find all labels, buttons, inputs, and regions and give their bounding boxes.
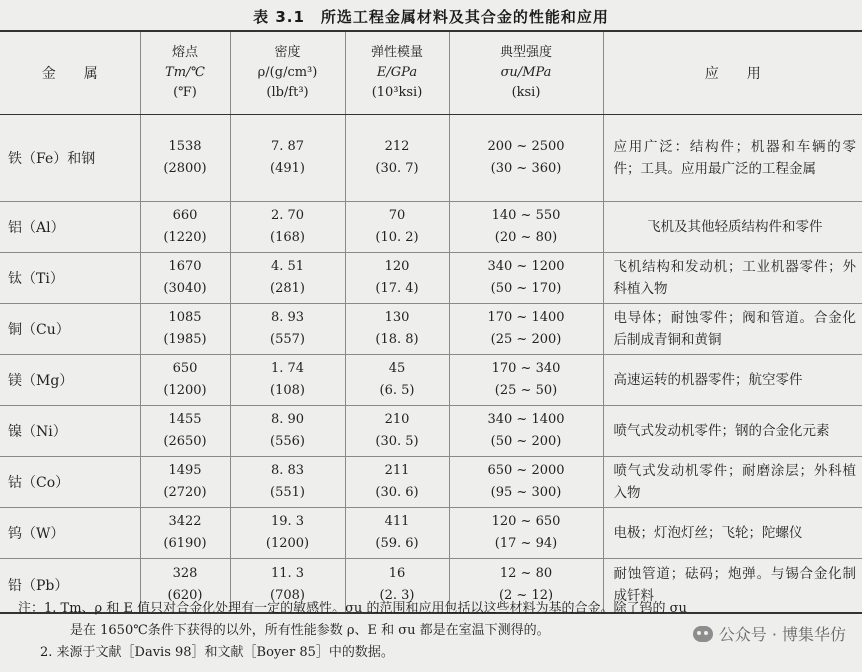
- melting-point-f: (1200): [163, 383, 207, 398]
- header-modulus-name: 弹性模量: [370, 45, 423, 60]
- metal-name-cell: [0, 202, 140, 253]
- modulus-cell: [345, 253, 449, 304]
- modulus-ksi: (30. 6): [375, 485, 419, 500]
- modulus-ksi: (30. 7): [375, 161, 419, 176]
- application-text: 高速运转的机器零件；航空零件: [613, 372, 803, 388]
- melting-point-f: (2720): [163, 485, 207, 500]
- application-text: 飞机及其他轻质结构件和零件: [647, 219, 823, 235]
- melting-point-c: 660: [172, 208, 198, 223]
- header-metal-label: 金 属: [41, 66, 98, 82]
- melting-point-c: 328: [172, 566, 198, 582]
- modulus-gpa: 211: [384, 463, 410, 478]
- density-imperial: (557): [270, 332, 305, 347]
- metal-name-cell: [0, 508, 140, 559]
- table-row: [0, 457, 862, 508]
- density-imperial: (281): [270, 281, 305, 296]
- melting-point-f: (620): [167, 588, 203, 604]
- density-cell: [230, 457, 345, 508]
- melting-point-cell: [140, 253, 230, 304]
- header-application-label: 应 用: [704, 66, 761, 82]
- metal-name-cell: [0, 304, 140, 355]
- density-cell: [230, 406, 345, 457]
- modulus-ksi: (17. 4): [375, 281, 419, 296]
- density-si: 7. 87: [270, 139, 305, 154]
- density-imperial: (108): [270, 383, 305, 398]
- application-cell: [603, 253, 862, 304]
- watermark: [693, 622, 846, 645]
- metal-name: 钨（W）: [8, 526, 65, 542]
- header-density-alt-unit: (lb/ft³): [266, 85, 309, 100]
- strength-mpa: 170 ~ 340: [491, 361, 561, 376]
- metal-name: 镍（Ni）: [8, 424, 67, 440]
- table-row: [0, 304, 862, 355]
- modulus-ksi: (2. 3): [379, 588, 415, 604]
- melting-point-cell: [140, 406, 230, 457]
- header-melting-point: [140, 31, 230, 115]
- metal-name: 钛（Ti）: [8, 271, 64, 287]
- density-si: 8. 83: [270, 463, 305, 478]
- note-1-line-1: 注：1. Tm、ρ 和 E 值只对合金化处理有一定的敏感性。σu 的范围和应用包括以这些材料为基的合金。除了钨的 σu: [18, 601, 687, 616]
- melting-point-c: 1085: [168, 310, 202, 325]
- modulus-ksi: (18. 8): [375, 332, 419, 347]
- density-si: 1. 74: [270, 361, 305, 376]
- strength-cell: [449, 202, 603, 253]
- density-imperial: (168): [270, 230, 305, 245]
- density-cell: [230, 304, 345, 355]
- table-row: [0, 115, 862, 202]
- melting-point-c: 1670: [168, 259, 202, 274]
- table-header-row: [0, 31, 862, 115]
- strength-cell: [449, 253, 603, 304]
- strength-ksi: (50 ~ 200): [490, 434, 562, 449]
- melting-point-cell: [140, 457, 230, 508]
- strength-cell: [449, 115, 603, 202]
- strength-mpa: 340 ~ 1400: [487, 412, 565, 427]
- modulus-cell: [345, 202, 449, 253]
- metal-name-cell: [0, 253, 140, 304]
- header-modulus: [345, 31, 449, 115]
- strength-ksi: (25 ~ 50): [494, 383, 558, 398]
- modulus-ksi: (59. 6): [375, 536, 419, 551]
- application-cell: [603, 304, 862, 355]
- application-cell: [603, 115, 862, 202]
- metal-name: 镁（Mg）: [8, 373, 74, 389]
- strength-ksi: (20 ~ 80): [494, 230, 558, 245]
- melting-point-f: (3040): [163, 281, 207, 296]
- density-cell: [230, 508, 345, 559]
- modulus-ksi: (6. 5): [379, 383, 415, 398]
- header-application: [603, 31, 862, 115]
- metal-name: 铝（Al）: [8, 220, 65, 236]
- density-si: 4. 51: [270, 259, 305, 274]
- strength-cell: [449, 355, 603, 406]
- header-strength-alt-unit: (ksi): [511, 85, 541, 100]
- modulus-gpa: 16: [388, 566, 406, 582]
- modulus-cell: [345, 304, 449, 355]
- density-cell: [230, 115, 345, 202]
- melting-point-c: 1538: [168, 139, 202, 154]
- header-strength-unit: σu/MPa: [500, 65, 552, 80]
- density-si: 8. 93: [270, 310, 305, 325]
- melting-point-c: 1455: [168, 412, 202, 427]
- header-melting-name: 熔点: [171, 45, 198, 60]
- application-cell: [603, 355, 862, 406]
- strength-ksi: (95 ~ 300): [490, 485, 562, 500]
- strength-mpa: 200 ~ 2500: [487, 139, 565, 154]
- metal-name: 铅（Pb）: [8, 578, 69, 595]
- application-text: 飞机结构和发动机；工业机器零件；外科植入物: [613, 259, 856, 297]
- application-text: 耐蚀管道；砝码；炮弹。与锡合金化制成钎料: [613, 566, 856, 605]
- melting-point-f: (6190): [163, 536, 207, 551]
- strength-ksi: (2 ~ 12): [498, 588, 554, 604]
- modulus-gpa: 70: [388, 208, 406, 223]
- strength-cell: [449, 304, 603, 355]
- density-imperial: (708): [270, 588, 305, 604]
- density-cell: [230, 355, 345, 406]
- header-melting-alt-unit: (℉): [173, 85, 197, 100]
- table-row: [0, 406, 862, 457]
- melting-point-cell: [140, 202, 230, 253]
- melting-point-f: (2800): [163, 161, 207, 176]
- melting-point-c: 1495: [168, 463, 202, 478]
- strength-mpa: 170 ~ 1400: [487, 310, 565, 325]
- modulus-cell: [345, 115, 449, 202]
- modulus-gpa: 130: [384, 310, 410, 325]
- header-melting-unit: Tm/℃: [165, 65, 205, 80]
- application-text: 电极；灯泡灯丝；飞轮；陀螺仪: [613, 525, 803, 541]
- metal-name-cell: [0, 406, 140, 457]
- application-text: 喷气式发动机零件；钢的合金化元素: [613, 423, 830, 439]
- metal-name: 钴（Co）: [8, 475, 70, 491]
- melting-point-f: (1220): [163, 230, 207, 245]
- density-imperial: (551): [270, 485, 305, 500]
- strength-mpa: 140 ~ 550: [491, 208, 561, 223]
- modulus-gpa: 411: [384, 514, 410, 529]
- table-title: 表 3.1 所选工程金属材料及其合金的性能和应用: [253, 8, 609, 26]
- strength-cell: [449, 508, 603, 559]
- melting-point-c: 650: [172, 361, 198, 376]
- metal-name: 铜（Cu）: [8, 322, 70, 338]
- table-row: [0, 508, 862, 559]
- density-imperial: (1200): [265, 536, 310, 551]
- metal-name: 铁（Fe）和钢: [8, 151, 96, 167]
- modulus-ksi: (10. 2): [375, 230, 419, 245]
- application-text: 喷气式发动机零件；耐磨涂层；外科植入物: [613, 463, 856, 501]
- strength-cell: [449, 457, 603, 508]
- strength-ksi: (50 ~ 170): [490, 281, 562, 296]
- note-2: 2. 来源于文献［Davis 98］和文献［Boyer 85］中的数据。: [40, 645, 394, 660]
- application-cell: [603, 508, 862, 559]
- modulus-gpa: 212: [384, 139, 410, 154]
- table-row: [0, 202, 862, 253]
- strength-mpa: 12 ~ 80: [499, 566, 553, 582]
- strength-ksi: (25 ~ 200): [490, 332, 562, 347]
- melting-point-cell: [140, 115, 230, 202]
- header-density-name: 密度: [274, 45, 301, 60]
- metals-table: [0, 30, 862, 614]
- header-density-unit: ρ/(g/cm³): [257, 65, 318, 80]
- melting-point-cell: [140, 508, 230, 559]
- header-strength: [449, 31, 603, 115]
- strength-mpa: 120 ~ 650: [491, 514, 561, 529]
- modulus-cell: [345, 406, 449, 457]
- note-1-line-2: 是在 1650℃条件下获得的以外，所有性能参数 ρ、E 和 σu 都是在室温下测得的。: [70, 623, 550, 638]
- table-row: [0, 253, 862, 304]
- application-text: 电导体；耐蚀零件；阀和管道。合金化后制成青铜和黄铜: [613, 310, 856, 348]
- density-cell: [230, 202, 345, 253]
- strength-ksi: (17 ~ 94): [494, 536, 558, 551]
- melting-point-cell: [140, 355, 230, 406]
- density-si: 8. 90: [270, 412, 305, 427]
- strength-mpa: 340 ~ 1200: [487, 259, 565, 274]
- header-density: [230, 31, 345, 115]
- strength-mpa: 650 ~ 2000: [487, 463, 565, 478]
- modulus-ksi: (30. 5): [375, 434, 419, 449]
- modulus-cell: [345, 355, 449, 406]
- density-cell: [230, 253, 345, 304]
- application-cell: [603, 202, 862, 253]
- application-cell: [603, 457, 862, 508]
- header-modulus-unit: E/GPa: [376, 65, 418, 80]
- modulus-cell: [345, 457, 449, 508]
- melting-point-cell: [140, 304, 230, 355]
- strength-cell: [449, 406, 603, 457]
- header-strength-name: 典型强度: [499, 45, 552, 60]
- modulus-gpa: 210: [384, 412, 410, 427]
- modulus-gpa: 45: [388, 361, 406, 376]
- density-si: 11. 3: [270, 566, 305, 582]
- header-metal: [0, 31, 140, 115]
- metal-name-cell: [0, 457, 140, 508]
- melting-point-f: (1985): [163, 332, 207, 347]
- metal-name-cell: [0, 115, 140, 202]
- watermark-text: 公众号 · 博集华仿: [718, 625, 846, 644]
- application-cell: [603, 406, 862, 457]
- wechat-icon: [693, 626, 713, 642]
- modulus-gpa: 120: [384, 259, 410, 274]
- melting-point-f: (2650): [163, 434, 207, 449]
- density-imperial: (491): [270, 161, 305, 176]
- modulus-cell: [345, 508, 449, 559]
- melting-point-c: 3422: [168, 514, 202, 529]
- strength-ksi: (30 ~ 360): [490, 161, 562, 176]
- application-text: 应用广泛：结构件；机器和车辆的零件；工具。应用最广泛的工程金属: [613, 139, 856, 177]
- density-si: 19. 3: [270, 514, 305, 529]
- header-modulus-alt-unit: (10³ksi): [371, 85, 423, 100]
- metal-name-cell: [0, 355, 140, 406]
- table-row: [0, 355, 862, 406]
- density-si: 2. 70: [270, 208, 305, 223]
- density-imperial: (556): [270, 434, 305, 449]
